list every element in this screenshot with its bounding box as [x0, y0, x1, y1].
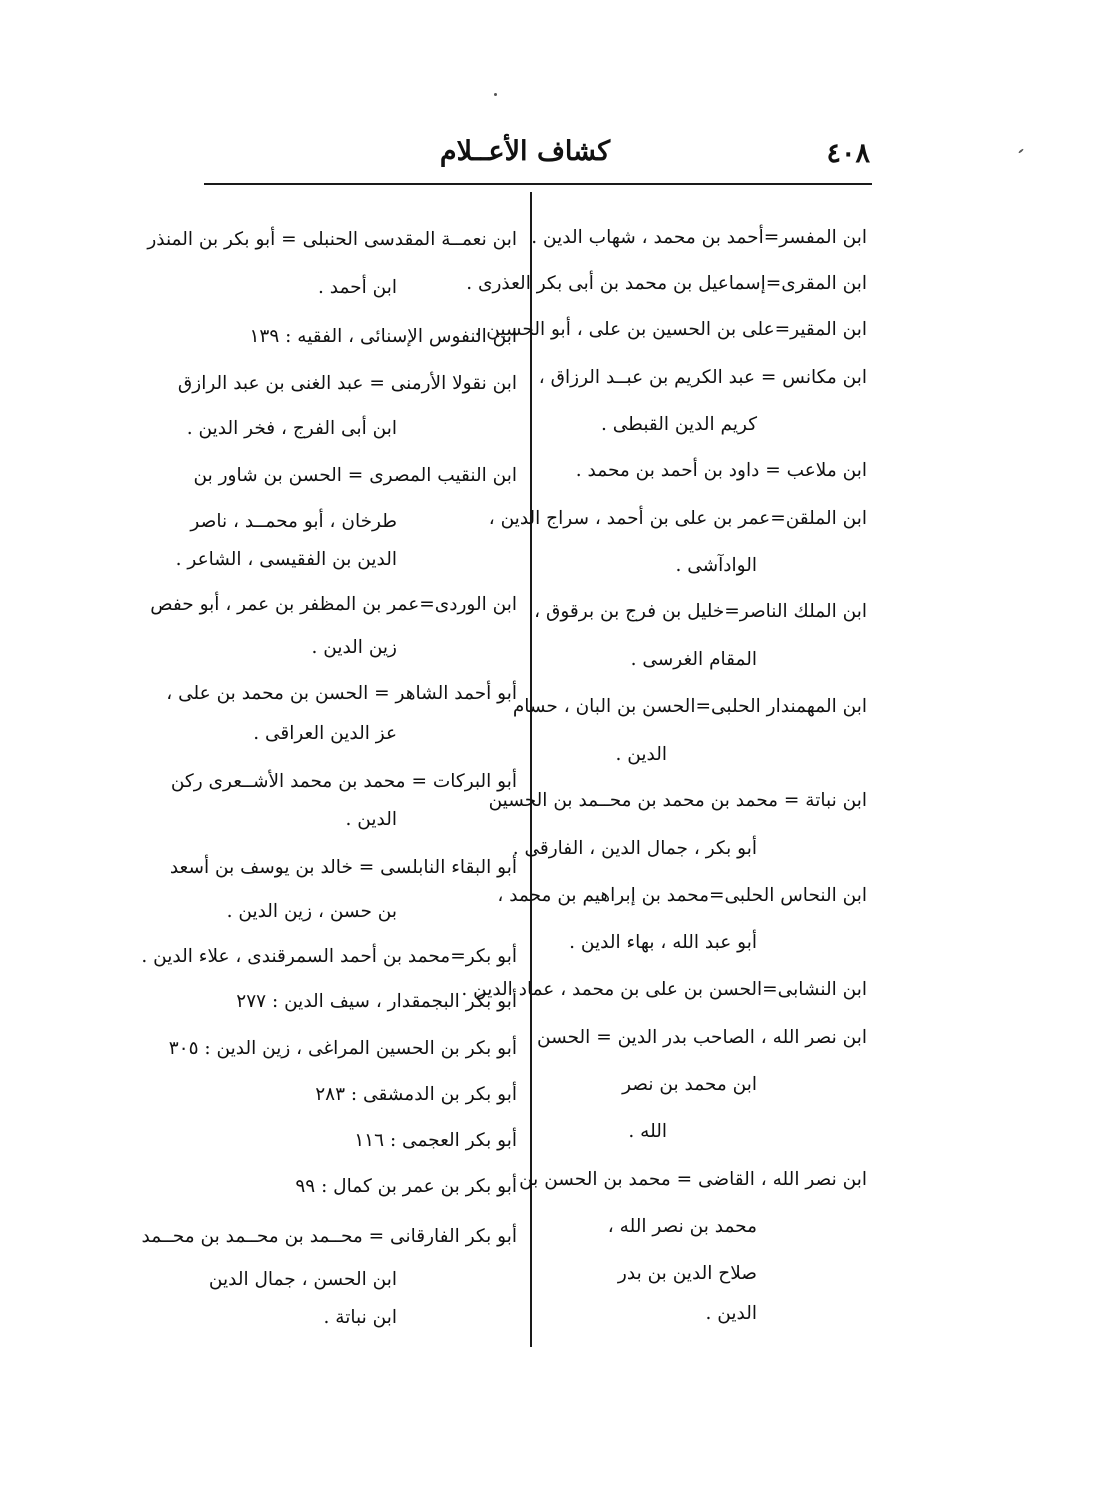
- index-entry-line: أبو بكر بن عمر بن كمال : ٩٩: [295, 1176, 517, 1197]
- index-entry-line: زين الدين .: [311, 637, 397, 658]
- page-number: ٤٠٨: [826, 138, 870, 169]
- index-entry-line: ابن النشابى=الحسن بن على بن محمد ، عماد الدين .: [461, 979, 867, 1000]
- index-entry-line: ابن نعمــة المقدسى الحنبلى = أبو بكر بن المنذر: [147, 229, 517, 250]
- index-entry-line: ابن المفسر=أحمد بن محمد ، شهاب الدين .: [531, 227, 867, 248]
- index-entry-line: الدين .: [615, 744, 667, 765]
- index-entry-line: ابن محمد بن نصر: [622, 1074, 757, 1095]
- index-entry-line: محمد بن نصر الله ،: [607, 1216, 757, 1237]
- index-entry-line: ابن نباتة = محمد بن محمد بن محــمد بن الحسين: [488, 790, 867, 811]
- index-entry-line: ابن أبى الفرج ، فخر الدين .: [186, 418, 397, 439]
- index-entry-line: أبو بكر البجمقدار ، سيف الدين : ٢٧٧: [236, 991, 517, 1012]
- index-entry-line: الدين .: [705, 1303, 757, 1324]
- index-entry-line: ابن المهمندار الحلبى=الحسن بن البان ، حسام: [512, 696, 867, 717]
- index-entry-line: ابن أحمد .: [318, 277, 397, 298]
- index-entry-line: أبو البركات = محمد بن محمد الأشــعرى ركن: [170, 771, 517, 792]
- index-entry-line: صلاح الدين بن بدر: [617, 1263, 757, 1284]
- index-entry-line: ابن النفوس الإسنائى ، الفقيه : ١٣٩: [249, 326, 517, 347]
- index-entry-line: ابن نصر الله ، القاضى = محمد بن الحسن بن: [519, 1169, 867, 1190]
- index-entry-line: ابن مكانس = عبد الكريم بن عبــد الرزاق ،: [538, 367, 867, 388]
- index-entry-line: أبو البقاء النابلسى = خالد بن يوسف بن أسعد: [169, 857, 517, 878]
- index-entry-line: أبو بكر=محمد بن أحمد السمرقندى ، علاء الدين .: [141, 946, 517, 967]
- index-entry-line: ابن الملقن=عمر بن على بن أحمد ، سراج الدين ،: [488, 508, 867, 529]
- index-entry-line: عز الدين العراقى .: [253, 723, 397, 744]
- index-entry-line: أبو بكر العجمى : ١١٦: [354, 1130, 517, 1151]
- index-entry-line: الوادآشى .: [675, 555, 757, 576]
- index-entry-line: أبو بكر بن الدمشقى : ٢٨٣: [315, 1084, 517, 1105]
- index-entry-line: طرخان ، أبو محمــد ، ناصر: [190, 511, 397, 532]
- index-entry-line: الدين بن الفقيسى ، الشاعر .: [175, 549, 397, 570]
- index-entry-line: ابن النحاس الحلبى=محمد بن إبراهيم بن محمد ،: [497, 885, 867, 906]
- index-entry-line: ابن الحسن ، جمال الدين: [208, 1269, 397, 1290]
- index-entry-line: أبو أحمد الشاهر = الحسن بن محمد بن على ،: [166, 683, 517, 704]
- index-entry-line: ابن النقيب المصرى = الحسن بن شاور بن: [193, 465, 517, 486]
- page-title: كشاف الأعــلام: [439, 136, 611, 167]
- header-rule: [204, 183, 872, 185]
- index-entry-line: ابن نباتة .: [323, 1307, 397, 1328]
- index-entry-line: كريم الدين القبطى .: [600, 414, 757, 435]
- index-entry-line: ابن نقولا الأرمنى = عبد الغنى بن عبد الرازق: [177, 373, 517, 394]
- stray-mark: [494, 93, 497, 96]
- index-entry-line: ابن المقير=على بن الحسين بن على ، أبو الحسين .: [474, 319, 867, 340]
- index-entry-line: ابن نصر الله ، الصاحب بدر الدين = الحسن: [537, 1027, 867, 1048]
- index-entry-line: ابن الملك الناصر=خليل بن فرج بن برقوق ،: [534, 601, 867, 622]
- index-entry-line: ابن ملاعب = داود بن أحمد بن محمد .: [575, 460, 867, 481]
- index-entry-line: بن حسن ، زين الدين .: [226, 901, 397, 922]
- index-entry-line: الله .: [628, 1121, 667, 1142]
- index-entry-line: أبو بكر ، جمال الدين ، الفارقى .: [512, 838, 757, 859]
- index-entry-line: المقام الغرسى .: [630, 649, 757, 670]
- index-entry-line: أبو بكر الفارقانى = محــمد بن محــمد بن محــمد: [141, 1226, 517, 1247]
- index-entry-line: الدين .: [345, 809, 397, 830]
- index-entry-line: أبو بكر بن الحسين المراغى ، زين الدين : ٣٠٥: [168, 1038, 517, 1059]
- stray-mark: [1018, 148, 1024, 153]
- index-entry-line: ابن الوردى=عمر بن المظفر بن عمر ، أبو حفص: [150, 594, 517, 615]
- index-entry-line: أبو عبد الله ، بهاء الدين .: [569, 932, 757, 953]
- index-entry-line: ابن المقرى=إسماعيل بن محمد بن أبى بكر العذرى .: [466, 273, 867, 294]
